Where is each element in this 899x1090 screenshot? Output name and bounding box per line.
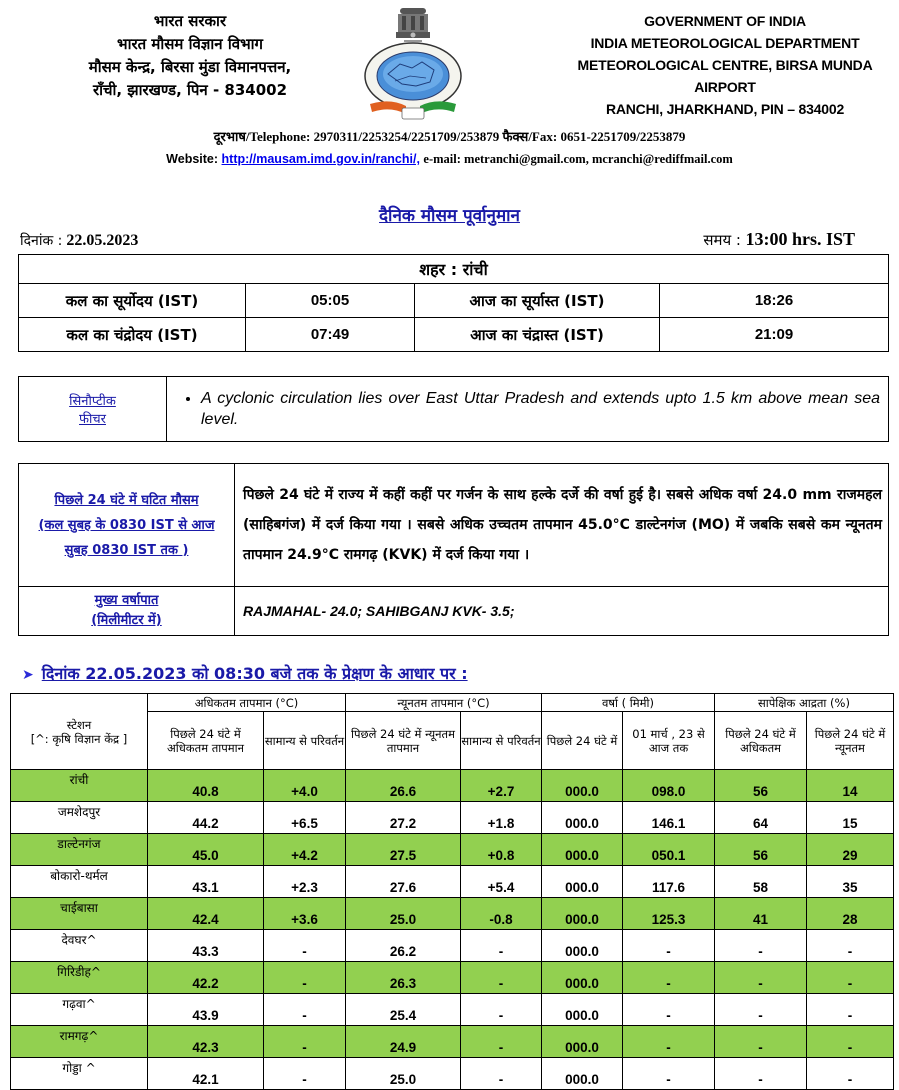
- sunset-label: आज का सूर्यास्त (IST): [415, 284, 660, 318]
- station-header-label: स्टेशन: [66, 717, 92, 732]
- table-cell: 000.0: [542, 770, 623, 802]
- table-cell: +0.8: [461, 834, 542, 866]
- table-cell: 25.0: [346, 1058, 461, 1090]
- table-cell: 56: [715, 770, 807, 802]
- table-cell: 27.5: [346, 834, 461, 866]
- header-hindi: [40, 10, 340, 102]
- station-header: [11, 694, 148, 770]
- moonrise-row: [19, 318, 889, 352]
- observation-heading-text: दिनांक 22.05.2023 को 08:30 बजे तक के प्रेक्षण के आधार पर :: [41, 664, 468, 683]
- website-line: [0, 152, 899, 167]
- table-cell: 146.1: [623, 802, 715, 834]
- telephone-line: दूरभाष/Telephone: 2970311/2253254/2251709/253879 फैक्स/Fax: 0651-2251709/2253879: [213, 129, 686, 144]
- station-name: गढ़वा^: [11, 994, 148, 1026]
- synoptic-label-line: सिनौप्टीक: [69, 394, 116, 409]
- table-cell: 098.0: [623, 770, 715, 802]
- table-cell: 40.8: [148, 770, 264, 802]
- table-cell: -: [807, 994, 894, 1026]
- forecast-date: [20, 231, 138, 250]
- forecast-time: [703, 229, 855, 250]
- header-hindi-line: भारत मौसम विज्ञान विभाग: [117, 35, 263, 53]
- sub-header: सामान्य से परिवर्तन: [264, 712, 346, 770]
- city-name: शहर : रांची: [19, 255, 889, 284]
- table-cell: 43.9: [148, 994, 264, 1026]
- group-header: सापेक्षिक आद्रता (%): [715, 694, 894, 712]
- table-cell: 44.2: [148, 802, 264, 834]
- sub-header: पिछले 24 घंटे में अधिकतम: [715, 712, 807, 770]
- group-header: वर्षा ( मिमी): [542, 694, 715, 712]
- table-cell: 35: [807, 866, 894, 898]
- table-row: [11, 770, 894, 802]
- station-name: गिरिडीह^: [11, 962, 148, 994]
- table-cell: -: [623, 930, 715, 962]
- table-cell: -: [715, 1058, 807, 1090]
- table-cell: 14: [807, 770, 894, 802]
- table-cell: -: [715, 962, 807, 994]
- table-cell: +2.7: [461, 770, 542, 802]
- table-cell: 42.3: [148, 1026, 264, 1058]
- table-cell: +4.0: [264, 770, 346, 802]
- table-cell: 58: [715, 866, 807, 898]
- table-cell: 28: [807, 898, 894, 930]
- table-row: [11, 866, 894, 898]
- table-cell: 117.6: [623, 866, 715, 898]
- header-english-line: GOVERNMENT OF INDIA: [644, 13, 806, 29]
- synoptic-label-line: फीचर: [79, 412, 106, 427]
- table-cell: 42.4: [148, 898, 264, 930]
- past-weather-label-line: सुबह 0830 IST तक ): [64, 542, 189, 558]
- header-hindi-line: राँची, झारखण्ड, पिन - 834002: [92, 81, 288, 99]
- table-cell: 15: [807, 802, 894, 834]
- moonset-value: 21:09: [660, 318, 889, 352]
- date-label: दिनांक :: [20, 233, 63, 249]
- table-cell: -: [807, 930, 894, 962]
- table-cell: 000.0: [542, 962, 623, 994]
- sub-header: सामान्य से परिवर्तन: [461, 712, 542, 770]
- station-name: रांची: [11, 770, 148, 802]
- past-weather-label-line: (कल सुबह के 0830 IST से आज: [38, 517, 215, 533]
- observation-table: [10, 693, 894, 1090]
- website-link[interactable]: http://mausam.imd.gov.in/ranchi/,: [221, 152, 420, 166]
- table-row: [11, 1058, 894, 1090]
- synoptic-text: [167, 377, 889, 442]
- table-cell: -: [807, 1026, 894, 1058]
- table-cell: -: [715, 930, 807, 962]
- table-row: [11, 930, 894, 962]
- table-cell: +2.3: [264, 866, 346, 898]
- table-cell: -: [461, 1058, 542, 1090]
- table-cell: -: [715, 994, 807, 1026]
- table-cell: 000.0: [542, 834, 623, 866]
- station-name: बोकारो-थर्मल: [11, 866, 148, 898]
- table-cell: -: [807, 962, 894, 994]
- table-cell: 41: [715, 898, 807, 930]
- table-cell: -: [264, 930, 346, 962]
- table-cell: -: [623, 1026, 715, 1058]
- table-cell: 64: [715, 802, 807, 834]
- station-header-note: [^: कृषि विज्ञान केंद्र ]: [30, 731, 128, 746]
- observation-heading: [22, 662, 468, 684]
- table-cell: 25.4: [346, 994, 461, 1026]
- station-name: गोड्डा ^: [11, 1058, 148, 1090]
- station-name: चाईबासा: [11, 898, 148, 930]
- table-cell: -: [461, 962, 542, 994]
- table-cell: -0.8: [461, 898, 542, 930]
- header-english-line: INDIA METEOROLOGICAL DEPARTMENT: [590, 35, 860, 51]
- table-cell: -: [623, 994, 715, 1026]
- sunset-value: 18:26: [660, 284, 889, 318]
- table-cell: 000.0: [542, 866, 623, 898]
- table-row: [11, 994, 894, 1026]
- station-name: जमशेदपुर: [11, 802, 148, 834]
- table-cell: -: [623, 962, 715, 994]
- table-cell: 000.0: [542, 1026, 623, 1058]
- header-hindi-line: भारत सरकार: [153, 12, 227, 30]
- table-cell: 27.6: [346, 866, 461, 898]
- table-cell: -: [807, 1058, 894, 1090]
- moonrise-label: कल का चंद्रोदय (IST): [19, 318, 246, 352]
- page-title: दैनिक मौसम पूर्वानुमान: [379, 206, 520, 226]
- table-cell: -: [264, 1058, 346, 1090]
- station-name: देवघर^: [11, 930, 148, 962]
- sunrise-row: [19, 284, 889, 318]
- sub-header: पिछले 24 घंटे में न्यूनतम: [807, 712, 894, 770]
- sub-header: पिछले 24 घंटे में: [542, 712, 623, 770]
- group-header: अधिकतम तापमान (°C): [148, 694, 346, 712]
- table-cell: -: [461, 1026, 542, 1058]
- table-cell: 26.2: [346, 930, 461, 962]
- table-cell: +5.4: [461, 866, 542, 898]
- sub-header: 01 मार्च , 23 से आज तक: [623, 712, 715, 770]
- table-cell: 000.0: [542, 898, 623, 930]
- table-row: [11, 834, 894, 866]
- table-cell: 56: [715, 834, 807, 866]
- table-cell: 24.9: [346, 1026, 461, 1058]
- synoptic-table: [18, 376, 889, 442]
- table-cell: -: [623, 1058, 715, 1090]
- table-cell: +1.8: [461, 802, 542, 834]
- sun-moon-table: [18, 254, 889, 352]
- table-cell: 000.0: [542, 994, 623, 1026]
- email-text: e-mail: metranchi@gmail.com, mcranchi@rediffmail.com: [423, 152, 733, 166]
- table-cell: -: [264, 994, 346, 1026]
- rainfall-link[interactable]: [19, 587, 235, 636]
- table-cell: 26.6: [346, 770, 461, 802]
- table-cell: 43.3: [148, 930, 264, 962]
- table-row: [11, 898, 894, 930]
- table-cell: 125.3: [623, 898, 715, 930]
- table-cell: 050.1: [623, 834, 715, 866]
- header-english-line: METEOROLOGICAL CENTRE, BIRSA MUNDA AIRPORT: [577, 57, 873, 95]
- moonrise-value: 07:49: [246, 318, 415, 352]
- past-weather-label-line: पिछले 24 घंटे में घटित मौसम: [54, 492, 199, 508]
- rainfall-label-line: (मिलीमीटर में): [91, 613, 162, 628]
- table-cell: -: [264, 1026, 346, 1058]
- arrow-bullet-icon: ➤: [22, 667, 34, 683]
- table-cell: 45.0: [148, 834, 264, 866]
- table-cell: +4.2: [264, 834, 346, 866]
- rainfall-label-line: मुख्य वर्षापात: [94, 593, 159, 608]
- synoptic-bullet: • A cyclonic circulation lies over East Uttar Pradesh and extends upto 1.5 km above mean sea level.: [201, 388, 880, 430]
- table-row: [11, 802, 894, 834]
- rainfall-text: RAJMAHAL- 24.0; SAHIBGANJ KVK- 3.5;: [235, 587, 889, 636]
- table-cell: 29: [807, 834, 894, 866]
- table-cell: 000.0: [542, 930, 623, 962]
- sunrise-value: 05:05: [246, 284, 415, 318]
- table-cell: 42.2: [148, 962, 264, 994]
- table-cell: -: [715, 1026, 807, 1058]
- table-cell: 25.0: [346, 898, 461, 930]
- table-cell: 42.1: [148, 1058, 264, 1090]
- table-cell: -: [461, 994, 542, 1026]
- table-row: [11, 1026, 894, 1058]
- group-header: न्यूनतम तापमान (°C): [346, 694, 542, 712]
- past-weather-text: पिछले 24 घंटे में राज्य में कहीं कहीं पर गर्जन के साथ हल्के दर्जे की वर्षा हुई है। सबसे अधिक वर्षा 24.0 mm राजमहल (साहिबगंज) में दर्ज किया गया । सबसे अधिक उच्चतम तापमान 45.0°C डाल्टेनगंज (MO) में जबकि सबसे कम न्यूनतम तापमान 24.9°C रामगढ़ (KVK) में दर्ज किया गया ।: [235, 464, 889, 587]
- past-weather-link[interactable]: [19, 464, 235, 587]
- website-label: Website:: [166, 152, 219, 166]
- header-english-line: RANCHI, JHARKHAND, PIN – 834002: [605, 101, 845, 117]
- header-hindi-line: मौसम केन्द्र, बिरसा मुंडा विमानपत्तन,: [88, 58, 292, 76]
- sub-header: पिछले 24 घंटे में न्यूनतम तापमान: [346, 712, 461, 770]
- table-cell: 27.2: [346, 802, 461, 834]
- station-name: रामगढ़^: [11, 1026, 148, 1058]
- table-cell: +6.5: [264, 802, 346, 834]
- imd-logo: [360, 6, 466, 121]
- table-cell: 000.0: [542, 1058, 623, 1090]
- table-cell: 000.0: [542, 802, 623, 834]
- emblem-icon: [360, 6, 466, 121]
- synoptic-link[interactable]: [19, 377, 167, 442]
- time-value: 13:00 hrs. IST: [745, 229, 855, 249]
- table-row: [11, 962, 894, 994]
- sub-header: पिछले 24 घंटे में अधिकतम तापमान: [148, 712, 264, 770]
- station-name: डाल्टेनगंज: [11, 834, 148, 866]
- table-cell: 43.1: [148, 866, 264, 898]
- past-weather-table: [18, 463, 889, 636]
- date-value: 22.05.2023: [66, 232, 139, 249]
- moonset-label: आज का चंद्रास्त (IST): [415, 318, 660, 352]
- time-label: समय :: [703, 231, 741, 249]
- table-cell: +3.6: [264, 898, 346, 930]
- header-english: [560, 10, 890, 120]
- sunrise-label: कल का सूर्योदय (IST): [19, 284, 246, 318]
- table-cell: -: [461, 930, 542, 962]
- table-cell: -: [264, 962, 346, 994]
- table-cell: 26.3: [346, 962, 461, 994]
